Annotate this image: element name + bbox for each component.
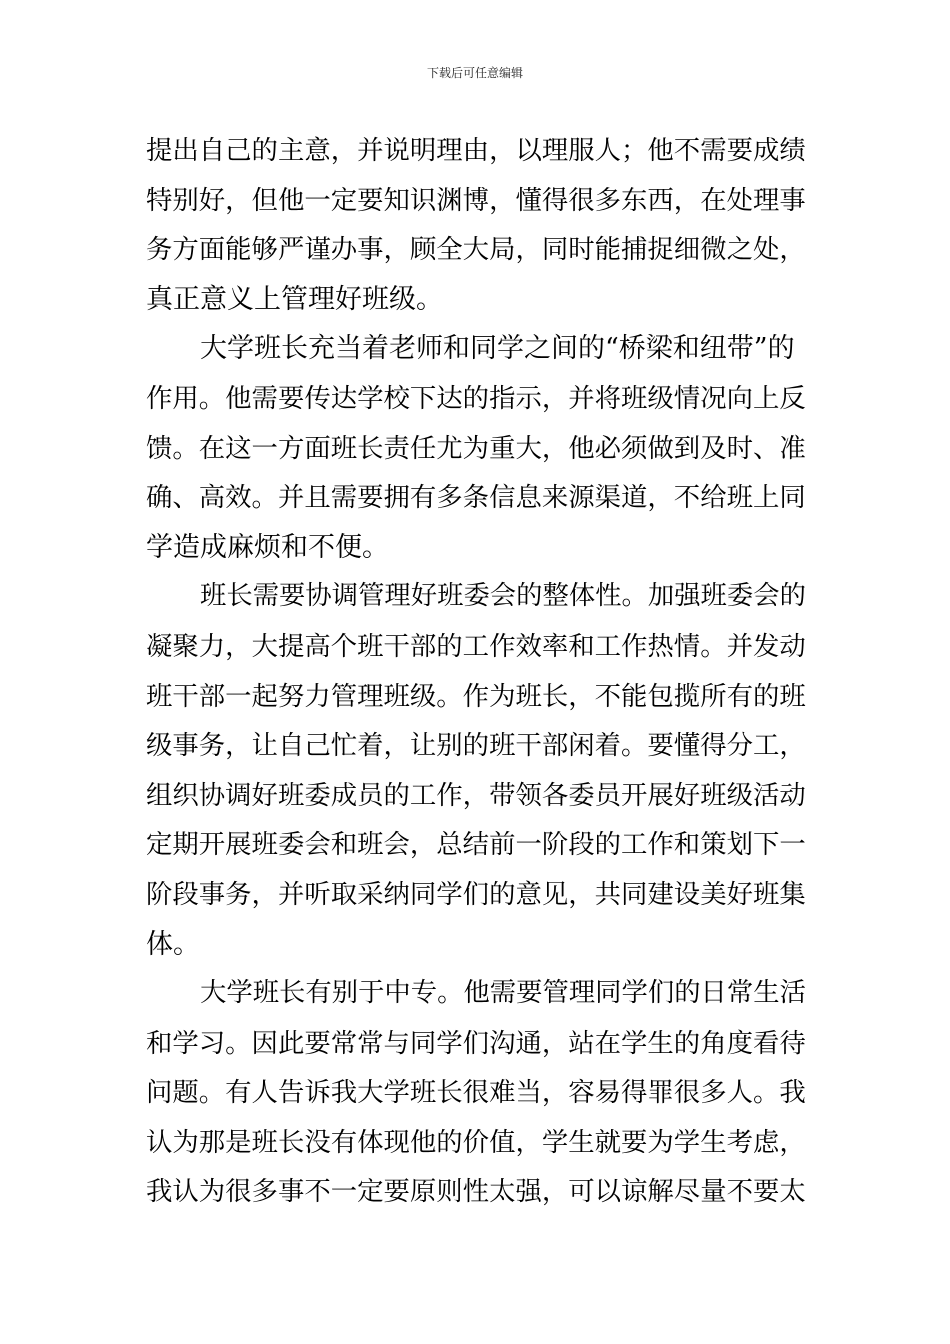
text-line: 我认为很多事不一定要原则性太强，可以谅解尽量不要太: [146, 1176, 806, 1208]
text-line: 级事务，让自己忙着，让别的班干部闲着。要懂得分工，: [146, 730, 806, 762]
text-line: 学造成麻烦和不便。: [146, 531, 389, 563]
text-line: 务方面能够严谨办事，顾全大局，同时能捕捉细微之处，: [146, 234, 806, 266]
text-line: 特别好，但他一定要知识渊博，懂得很多东西，在处理事: [146, 184, 806, 216]
text-line: 凝聚力，大提高个班干部的工作效率和工作热情。并发动: [146, 630, 806, 662]
paragraph-first-line: 大学班长有别于中专。他需要管理同学们的日常生活: [200, 978, 806, 1009]
text-line: 阶段事务，并听取采纳同学们的意见，共同建设美好班集: [146, 878, 806, 910]
page-header-note: 下载后可任意编辑: [426, 66, 523, 80]
text-line: 馈。在这一方面班长责任尤为重大，他必须做到及时、准: [146, 432, 806, 464]
text-line: 问题。有人告诉我大学班长很难当，容易得罪很多人。我: [146, 1077, 806, 1109]
paragraph-first-line: 班长需要协调管理好班委会的整体性。加强班委会的: [200, 581, 806, 612]
text-line: 体。: [146, 928, 200, 960]
text-line: 作用。他需要传达学校下达的指示，并将班级情况向上反: [146, 382, 806, 414]
document-body: [146, 126, 806, 1217]
paragraph-first-line: 大学班长充当着老师和同学之间的“桥梁和纽带”的: [200, 333, 795, 365]
text-line: 确、高效。并且需要拥有多条信息来源渠道，不给班上同: [146, 482, 806, 514]
text-line: 班干部一起努力管理班级。作为班长，不能包揽所有的班: [146, 680, 806, 712]
text-line: 真正意义上管理好班级。: [146, 283, 443, 315]
text-line: 和学习。因此要常常与同学们沟通，站在学生的角度看待: [146, 1027, 806, 1059]
text-line: 定期开展班委会和班会，总结前一阶段的工作和策划下一: [146, 829, 806, 861]
text-line: 认为那是班长没有体现他的价值，学生就要为学生考虑，: [146, 1126, 806, 1158]
text-line: 组织协调好班委成员的工作，带领各委员开展好班级活动: [146, 779, 806, 811]
text-line: 提出自己的主意，并说明理由，以理服人；他不需要成绩: [146, 135, 806, 166]
